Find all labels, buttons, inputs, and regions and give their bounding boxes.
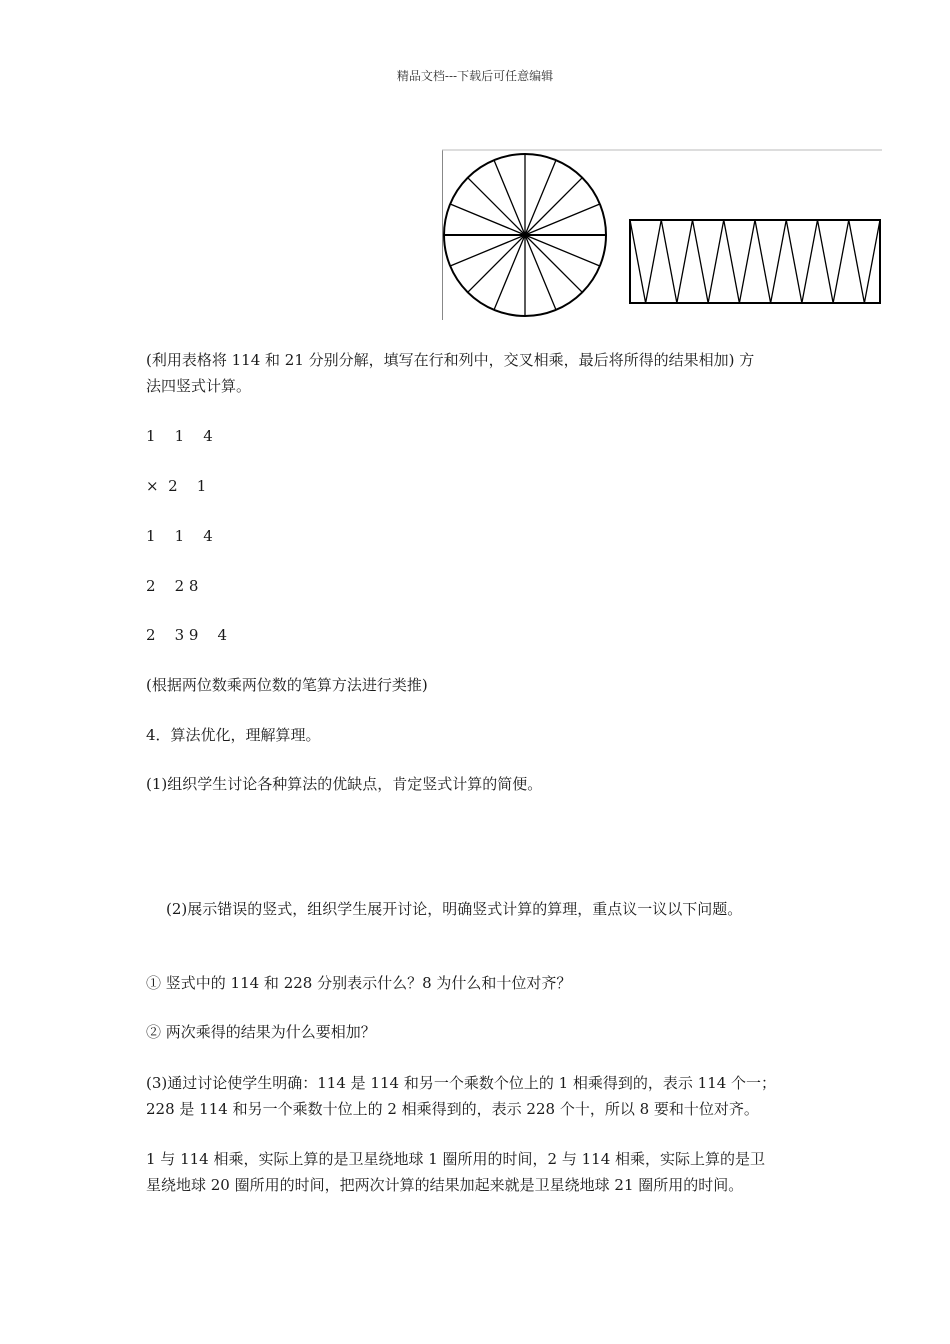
analogy-note: (根据两位数乘两位数的笔算方法进行类推) <box>146 676 428 694</box>
circle-radius-line <box>468 235 525 292</box>
text-line: 法四竖式计算。 <box>146 377 252 395</box>
item-2: (2)展示错误的竖式，组织学生展开讨论，明确竖式计算的算理，重点议一议以下问题。 <box>166 900 743 918</box>
zigzag-line <box>630 220 880 303</box>
text-line: 星绕地球 20 圈所用的时间，把两次计算的结果加起来就是卫星绕地球 21 圈所用的时间。 <box>146 1176 744 1194</box>
circle-to-rectangle-figure <box>442 148 882 320</box>
divided-circle <box>444 154 606 316</box>
zigzag-rectangle <box>630 220 880 303</box>
circle-radius-line <box>525 178 582 235</box>
paragraph-item-3 <box>146 1070 826 1122</box>
paragraph-method-intro <box>146 347 826 399</box>
figure-svg <box>442 148 882 320</box>
text-line: (利用表格将 114 和 21 分别分解，填写在行和列中，交叉相乘，最后将所得的结果相加) 方 <box>146 351 755 369</box>
calc-line-5: 2 3 9 4 <box>146 626 228 644</box>
circle-radius-line <box>468 178 525 235</box>
section-heading-4: 4．算法优化，理解算理。 <box>146 726 321 744</box>
circle-radius-line <box>525 235 582 292</box>
question-1: ① 竖式中的 114 和 228 分别表示什么？8 为什么和十位对齐？ <box>146 974 572 992</box>
text-line: 228 是 114 和另一个乘数十位上的 2 相乘得到的，表示 228 个十，所以 8 要和十位对齐。 <box>146 1100 759 1118</box>
calc-line-4: 2 2 8 <box>146 577 199 595</box>
calc-line-2: × 2 1 <box>146 477 207 495</box>
calc-line-1: 1 1 4 <box>146 427 213 445</box>
paragraph-conclusion <box>146 1146 826 1198</box>
page-header: 精品文档---下载后可任意编辑 <box>396 69 554 83</box>
question-2: ② 两次乘得的结果为什么要相加？ <box>146 1023 376 1041</box>
calc-line-3: 1 1 4 <box>146 527 213 545</box>
text-line: 1 与 114 相乘，实际上算的是卫星绕地球 1 圈所用的时间，2 与 114 相乘，实际上算的是卫 <box>146 1150 766 1168</box>
item-1: (1)组织学生讨论各种算法的优缺点，肯定竖式计算的简便。 <box>146 775 543 793</box>
text-line: (3)通过讨论使学生明确：114 是 114 和另一个乘数个位上的 1 相乘得到的，表示 114 个一； <box>146 1074 777 1092</box>
